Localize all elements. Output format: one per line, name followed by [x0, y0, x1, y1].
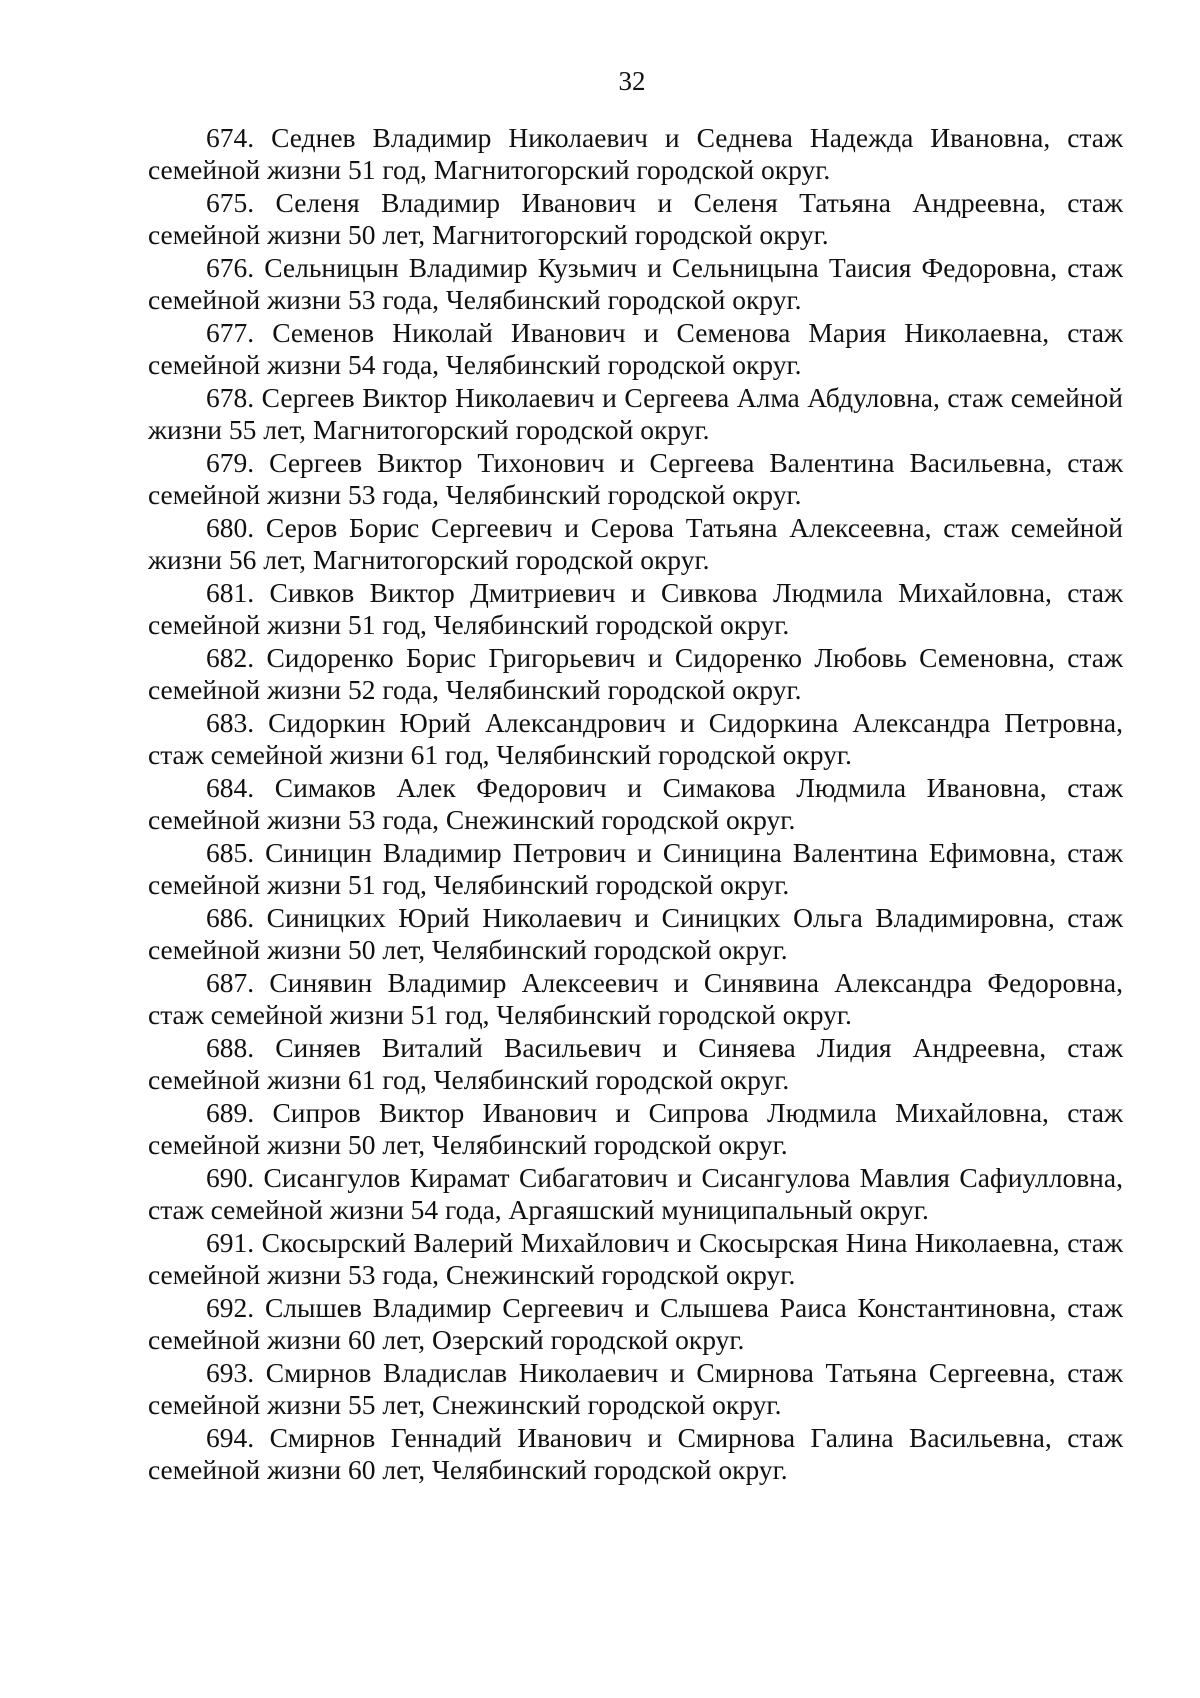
- list-item: 677. Семенов Николай Иванович и Семенова Мария Николаевна, стаж семейной жизни 54 года, Челябинский городской округ.: [148, 317, 1123, 380]
- list-item: 686. Синицких Юрий Николаевич и Синицких Ольга Владимировна, стаж семейной жизни 50 лет, Челябинский городской округ.: [148, 902, 1123, 965]
- page-number: 32: [618, 66, 646, 96]
- list-item: 690. Сисангулов Кирамат Сибагатович и Сисангулова Мавлия Сафиулловна, стаж семейной жизни 54 года, Аргаяшский муниципальный округ.: [148, 1162, 1123, 1225]
- list-item: 688. Синяев Виталий Васильевич и Синяева Лидия Андреевна, стаж семейной жизни 61 год, Челябинский городской округ.: [148, 1032, 1123, 1095]
- list-item: 689. Сипров Виктор Иванович и Сипрова Людмила Михайловна, стаж семейной жизни 50 лет, Челябинский городской округ.: [148, 1097, 1123, 1160]
- list-item: 685. Синицин Владимир Петрович и Синицина Валентина Ефимовна, стаж семейной жизни 51 год, Челябинский городской округ.: [148, 837, 1123, 900]
- list-item: 681. Сивков Виктор Дмитриевич и Сивкова Людмила Михайловна, стаж семейной жизни 51 год, Челябинский городской округ.: [148, 577, 1123, 640]
- list-item: 694. Смирнов Геннадий Иванович и Смирнова Галина Васильевна, стаж семейной жизни 60 лет, Челябинский городской округ.: [148, 1422, 1123, 1485]
- list-item: 680. Серов Борис Сергеевич и Серова Татьяна Алексеевна, стаж семейной жизни 56 лет, Магнитогорский городской округ.: [148, 512, 1123, 575]
- list-item: 691. Скосырский Валерий Михайлович и Скосырская Нина Николаевна, стаж семейной жизни 53 года, Снежинский городской округ.: [148, 1227, 1123, 1290]
- list-item: 678. Сергеев Виктор Николаевич и Сергеева Алма Абдуловна, стаж семейной жизни 55 лет, Магнитогорский городской округ.: [148, 382, 1123, 445]
- entry-list: [148, 122, 1123, 1487]
- list-item: 687. Синявин Владимир Алексеевич и Синявина Александра Федоровна, стаж семейной жизни 51 год, Челябинский городской округ.: [148, 967, 1123, 1030]
- list-item: 692. Слышев Владимир Сергеевич и Слышева Раиса Константиновна, стаж семейной жизни 60 лет, Озерский городской округ.: [148, 1292, 1123, 1355]
- list-item: 683. Сидоркин Юрий Александрович и Сидоркина Александра Петровна, стаж семейной жизни 61 год, Челябинский городской округ.: [148, 707, 1123, 770]
- list-item: 693. Смирнов Владислав Николаевич и Смирнова Татьяна Сергеевна, стаж семейной жизни 55 лет, Снежинский городской округ.: [148, 1357, 1123, 1420]
- list-item: 674. Седнев Владимир Николаевич и Седнева Надежда Ивановна, стаж семейной жизни 51 год, Магнитогорский городской округ.: [148, 122, 1123, 185]
- list-item: 682. Сидоренко Борис Григорьевич и Сидоренко Любовь Семеновна, стаж семейной жизни 52 года, Челябинский городской округ.: [148, 642, 1123, 705]
- list-item: 684. Симаков Алек Федорович и Симакова Людмила Ивановна, стаж семейной жизни 53 года, Снежинский городской округ.: [148, 772, 1123, 835]
- list-item: 679. Сергеев Виктор Тихонович и Сергеева Валентина Васильевна, стаж семейной жизни 53 года, Челябинский городской округ.: [148, 447, 1123, 510]
- list-item: 675. Селеня Владимир Иванович и Селеня Татьяна Андреевна, стаж семейной жизни 50 лет, Магнитогорский городской округ.: [148, 187, 1123, 250]
- list-item: 676. Сельницын Владимир Кузьмич и Сельницына Таисия Федоровна, стаж семейной жизни 53 года, Челябинский городской округ.: [148, 252, 1123, 315]
